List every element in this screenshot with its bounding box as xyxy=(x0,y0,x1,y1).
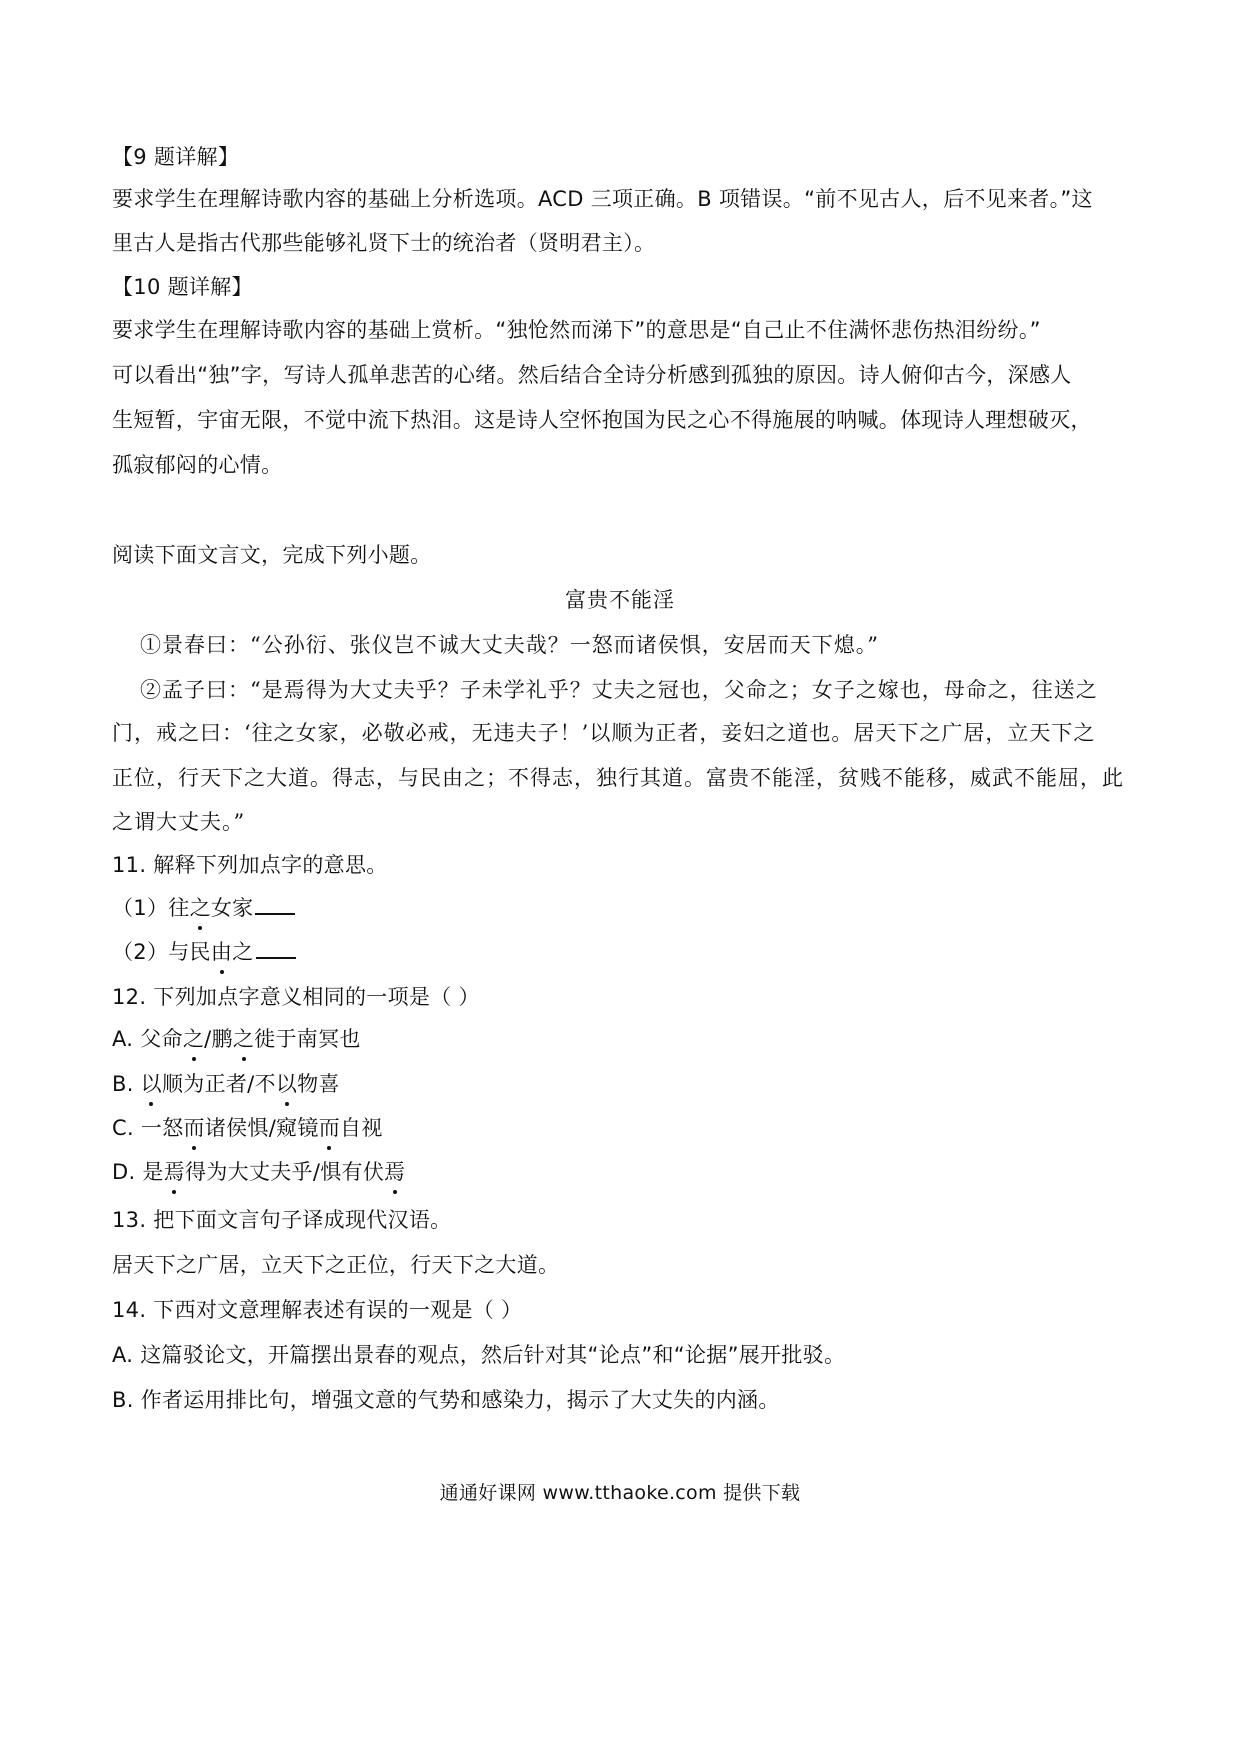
option-text: B. xyxy=(112,1072,141,1096)
q12-option-b xyxy=(112,1069,1137,1099)
q12-stem: 12. 下列加点字意义相同的一项是（ ） xyxy=(112,985,480,1009)
reading-instruction: 阅读下面文言文，完成下列小题。 xyxy=(112,543,432,567)
passage-paragraph-2-line: ②孟子曰：“是焉得为大丈夫乎？子未学礼乎？丈夫之冠也，父命之；女子之嫁也，母命之，往送之 xyxy=(140,678,1098,702)
q14-stem: 14. 下西对文意理解表述有误的一观是（ ） xyxy=(112,1298,523,1322)
dotted-char: 以 xyxy=(141,1069,162,1099)
dotted-char: 由 xyxy=(211,937,232,967)
q13-sentence: 居天下之广居，立天下之正位，行天下之大道。 xyxy=(112,1253,560,1277)
option-text: 徙于南冥也 xyxy=(254,1027,361,1051)
option-text: /鹏 xyxy=(204,1027,233,1051)
q10-answer-heading: 【10 题详解】 xyxy=(112,275,253,299)
q13-stem: 13. 把下面文言句子译成现代汉语。 xyxy=(112,1208,452,1232)
q10-answer-line: 要求学生在理解诗歌内容的基础上赏析。“独怆然而涕下”的意思是“自己止不住满怀悲伤热泪纷纷。” xyxy=(112,318,1041,342)
dotted-char: 以 xyxy=(276,1069,297,1099)
q11-item-text: 之 xyxy=(232,940,254,964)
q11-item-text: （1）往 xyxy=(112,896,190,920)
option-text: D. 是 xyxy=(112,1160,164,1184)
dotted-char: 而 xyxy=(184,1113,205,1143)
q14-option-a: A. 这篇驳论文，开篇摆出景春的观点，然后针对其“论点”和“论据”展开批驳。 xyxy=(112,1343,846,1367)
q9-answer-heading: 【9 题详解】 xyxy=(112,145,240,169)
passage-title: 富贵不能淫 xyxy=(565,588,675,612)
dotted-char: 而 xyxy=(319,1113,340,1143)
dotted-char: 焉 xyxy=(164,1157,185,1187)
page-footer: 通通好课网 www.tthaoke.com 提供下载 xyxy=(439,1482,801,1504)
option-text: 得为大丈夫乎/惧有伏 xyxy=(185,1160,385,1184)
option-text: 诸侯惧/窥镜 xyxy=(204,1116,319,1140)
q9-answer-line: 里古人是指古代那些能够礼贤下士的统治者（贤明君主）。 xyxy=(112,231,656,255)
passage-paragraph-1: ①景春曰：“公孙衍、张仪岂不诚大丈夫哉？一怒而诸侯惧，安居而天下熄。” xyxy=(140,633,879,657)
dotted-char: 之 xyxy=(190,893,211,923)
option-text: A. 父命 xyxy=(112,1027,183,1051)
passage-paragraph-2-line: 正位，行天下之大道。得志，与民由之；不得志，独行其道。富贵不能淫，贫贱不能移，威武不能屈，此 xyxy=(112,766,1124,790)
q14-option-b: B. 作者运用排比句，增强文意的气势和感染力，揭示了大丈失的内涵。 xyxy=(112,1388,780,1412)
passage-paragraph-2-line: 门，戒之曰：‘往之女家，必敬必戒，无违夫子！’以顺为正者，妾妇之道也。居天下之广居，立天下之 xyxy=(112,721,1096,745)
q11-item-text: （2）与民 xyxy=(112,940,211,964)
q11-item-1 xyxy=(112,893,1137,923)
q10-answer-line: 可以看出“独”字，写诗人孤单悲苦的心绪。然后结合全诗分析感到孤独的原因。诗人俯仰古今，深感人 xyxy=(112,363,1072,387)
q10-answer-line: 生短暂，宇宙无限，不觉中流下热泪。这是诗人空怀抱国为民之心不得施展的呐喊。体现诗人理想破灭， xyxy=(112,408,1092,432)
option-text: C. 一怒 xyxy=(112,1116,184,1140)
option-text: 自视 xyxy=(340,1116,383,1140)
q11-item-2 xyxy=(112,937,1137,967)
q12-option-a xyxy=(112,1024,1137,1054)
passage-paragraph-2-line: 之谓大丈夫。” xyxy=(112,810,246,834)
q10-answer-line: 孤寂郁闷的心情。 xyxy=(112,453,283,477)
option-text: 顺为正者/不 xyxy=(161,1072,276,1096)
dotted-char: 焉 xyxy=(384,1157,405,1187)
answer-blank[interactable] xyxy=(255,895,295,915)
q12-option-c xyxy=(112,1113,1137,1143)
q9-answer-line: 要求学生在理解诗歌内容的基础上分析选项。ACD 三项正确。B 项错误。“前不见古人，后不见来者。”这 xyxy=(112,187,1093,211)
q12-option-d xyxy=(112,1157,1137,1187)
option-text: 物喜 xyxy=(297,1072,340,1096)
answer-blank[interactable] xyxy=(256,939,296,959)
q11-stem: 11. 解释下列加点字的意思。 xyxy=(112,853,388,877)
dotted-char: 之 xyxy=(183,1024,204,1054)
dotted-char: 之 xyxy=(233,1024,254,1054)
q11-item-text: 女家 xyxy=(210,896,254,920)
